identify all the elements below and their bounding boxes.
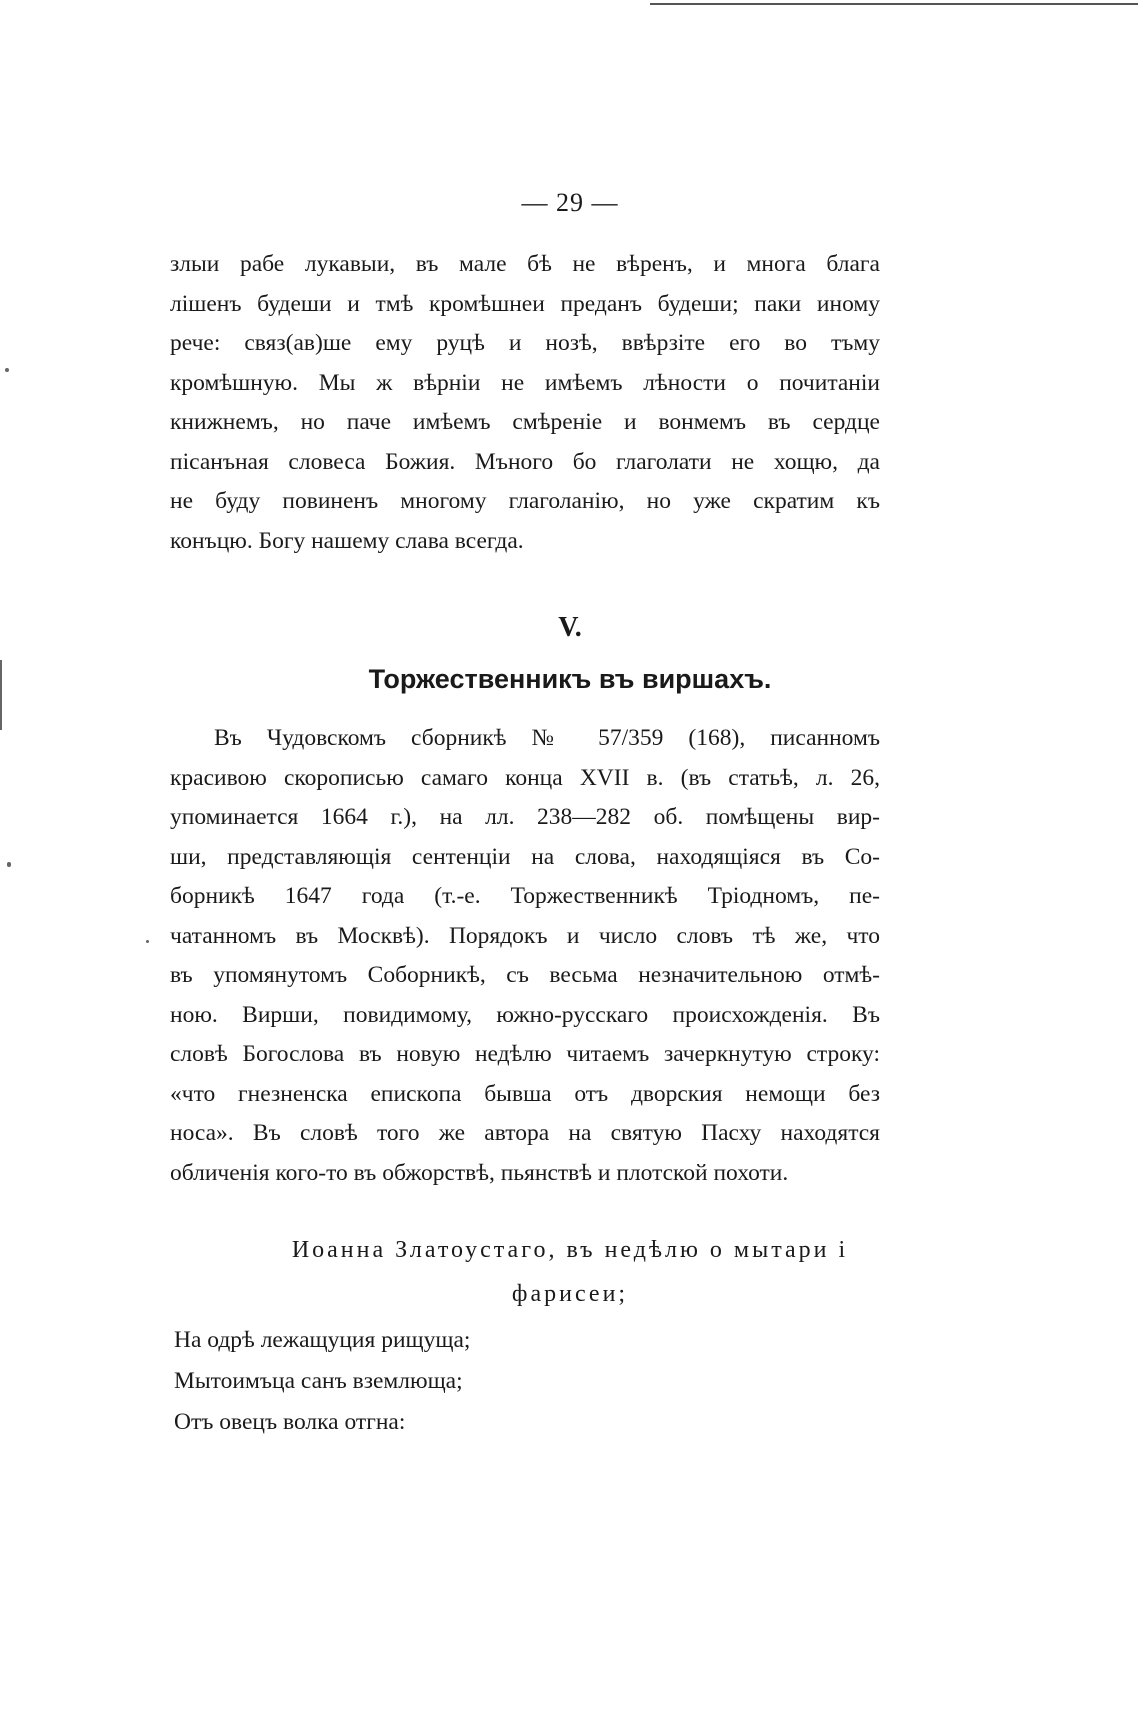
section-number: V.: [558, 612, 582, 643]
text-line: злыи рабе лукавыи, въ мале бѣ не вѣренъ, и многа блага: [170, 251, 880, 277]
top-edge-rule: [650, 3, 1138, 5]
text-line: ши, представляющія сентенціи на слова, находящіяся въ Со-: [170, 843, 880, 870]
verse-line: Отъ овецъ волка отгна:: [174, 1409, 406, 1435]
text-line: обличенія кого-то въ обжорствѣ, пьянствѣ и плотской похоти.: [170, 1159, 789, 1186]
verse-line: На одрѣ лежащуция рищуща;: [174, 1327, 471, 1353]
text-line: словѣ Богослова въ новую недѣлю читаемъ зачеркнутую строку:: [170, 1041, 880, 1067]
text-line: въ упомянутомъ Соборникѣ, съ весьма незначительною отмѣ-: [170, 962, 880, 988]
text-line: упоминается 1664 г.), на лл. 238—282 об. помѣщены вир-: [170, 804, 880, 830]
text-line: чатанномъ въ Москвѣ). Порядокъ и число словъ тѣ же, что: [170, 922, 880, 949]
verse-block: [174, 1320, 774, 1443]
text-line: пісанъная словеса Божия. Мъного бо глаголати не хощю, да: [170, 448, 880, 475]
text-line: кромѣшную. Мы ж вѣрніи не имѣемъ лѣности о почитаніи: [170, 369, 880, 396]
text-line: рече: связ(ав)ше ему руцѣ и нозѣ, ввѣрзіте его во тъму: [170, 330, 880, 356]
text-line: не буду повиненъ многому глаголанію, но уже скратим къ: [170, 488, 880, 514]
text-line: носа». Въ словѣ того же автора на святую Пасху находятся: [170, 1120, 880, 1146]
margin-dot-mark: [7, 862, 11, 867]
page-number: — 29 —: [521, 188, 619, 217]
paragraph-main: [170, 719, 880, 1193]
text-line: книжнемъ, но паче имѣемъ смѣреніе и вонмемъ въ сердце: [170, 409, 880, 435]
verse-heading-line: фарисеи;: [511, 1281, 629, 1307]
text-line: «что гнезненска епископа бывша отъ дворския немощи без: [170, 1080, 880, 1107]
text-line: лішенъ будеши и тмѣ кромѣшнеи преданъ будеши; паки иному: [170, 290, 880, 317]
verse-heading-line: Иоанна Златоустаго, въ недѣлю о мытари і: [291, 1237, 849, 1263]
section-title: Торжественникъ въ виршахъ.: [368, 664, 772, 694]
text-line: борникѣ 1647 года (т.-е. Торжественникѣ Тріодномъ, пе-: [170, 883, 880, 909]
text-line: ною. Вирши, повидимому, южно-русскаго происхожденія. Въ: [170, 1001, 880, 1028]
paragraph-continued: [170, 245, 880, 561]
margin-dot-mark: [5, 368, 9, 372]
text-line: красивою скорописью самаго конца XVII в. (въ статьѣ, л. 26,: [170, 764, 880, 791]
margin-dot-mark: [146, 940, 149, 943]
text-line: конъцю. Богу нашему слава всегда.: [170, 527, 524, 554]
verse-line: Мытоимъца санъ вземлюща;: [174, 1368, 463, 1394]
text-line: Въ Чудовскомъ сборникѣ № 57/359 (168), писанномъ: [214, 725, 880, 751]
verse-heading: [0, 1228, 1140, 1316]
